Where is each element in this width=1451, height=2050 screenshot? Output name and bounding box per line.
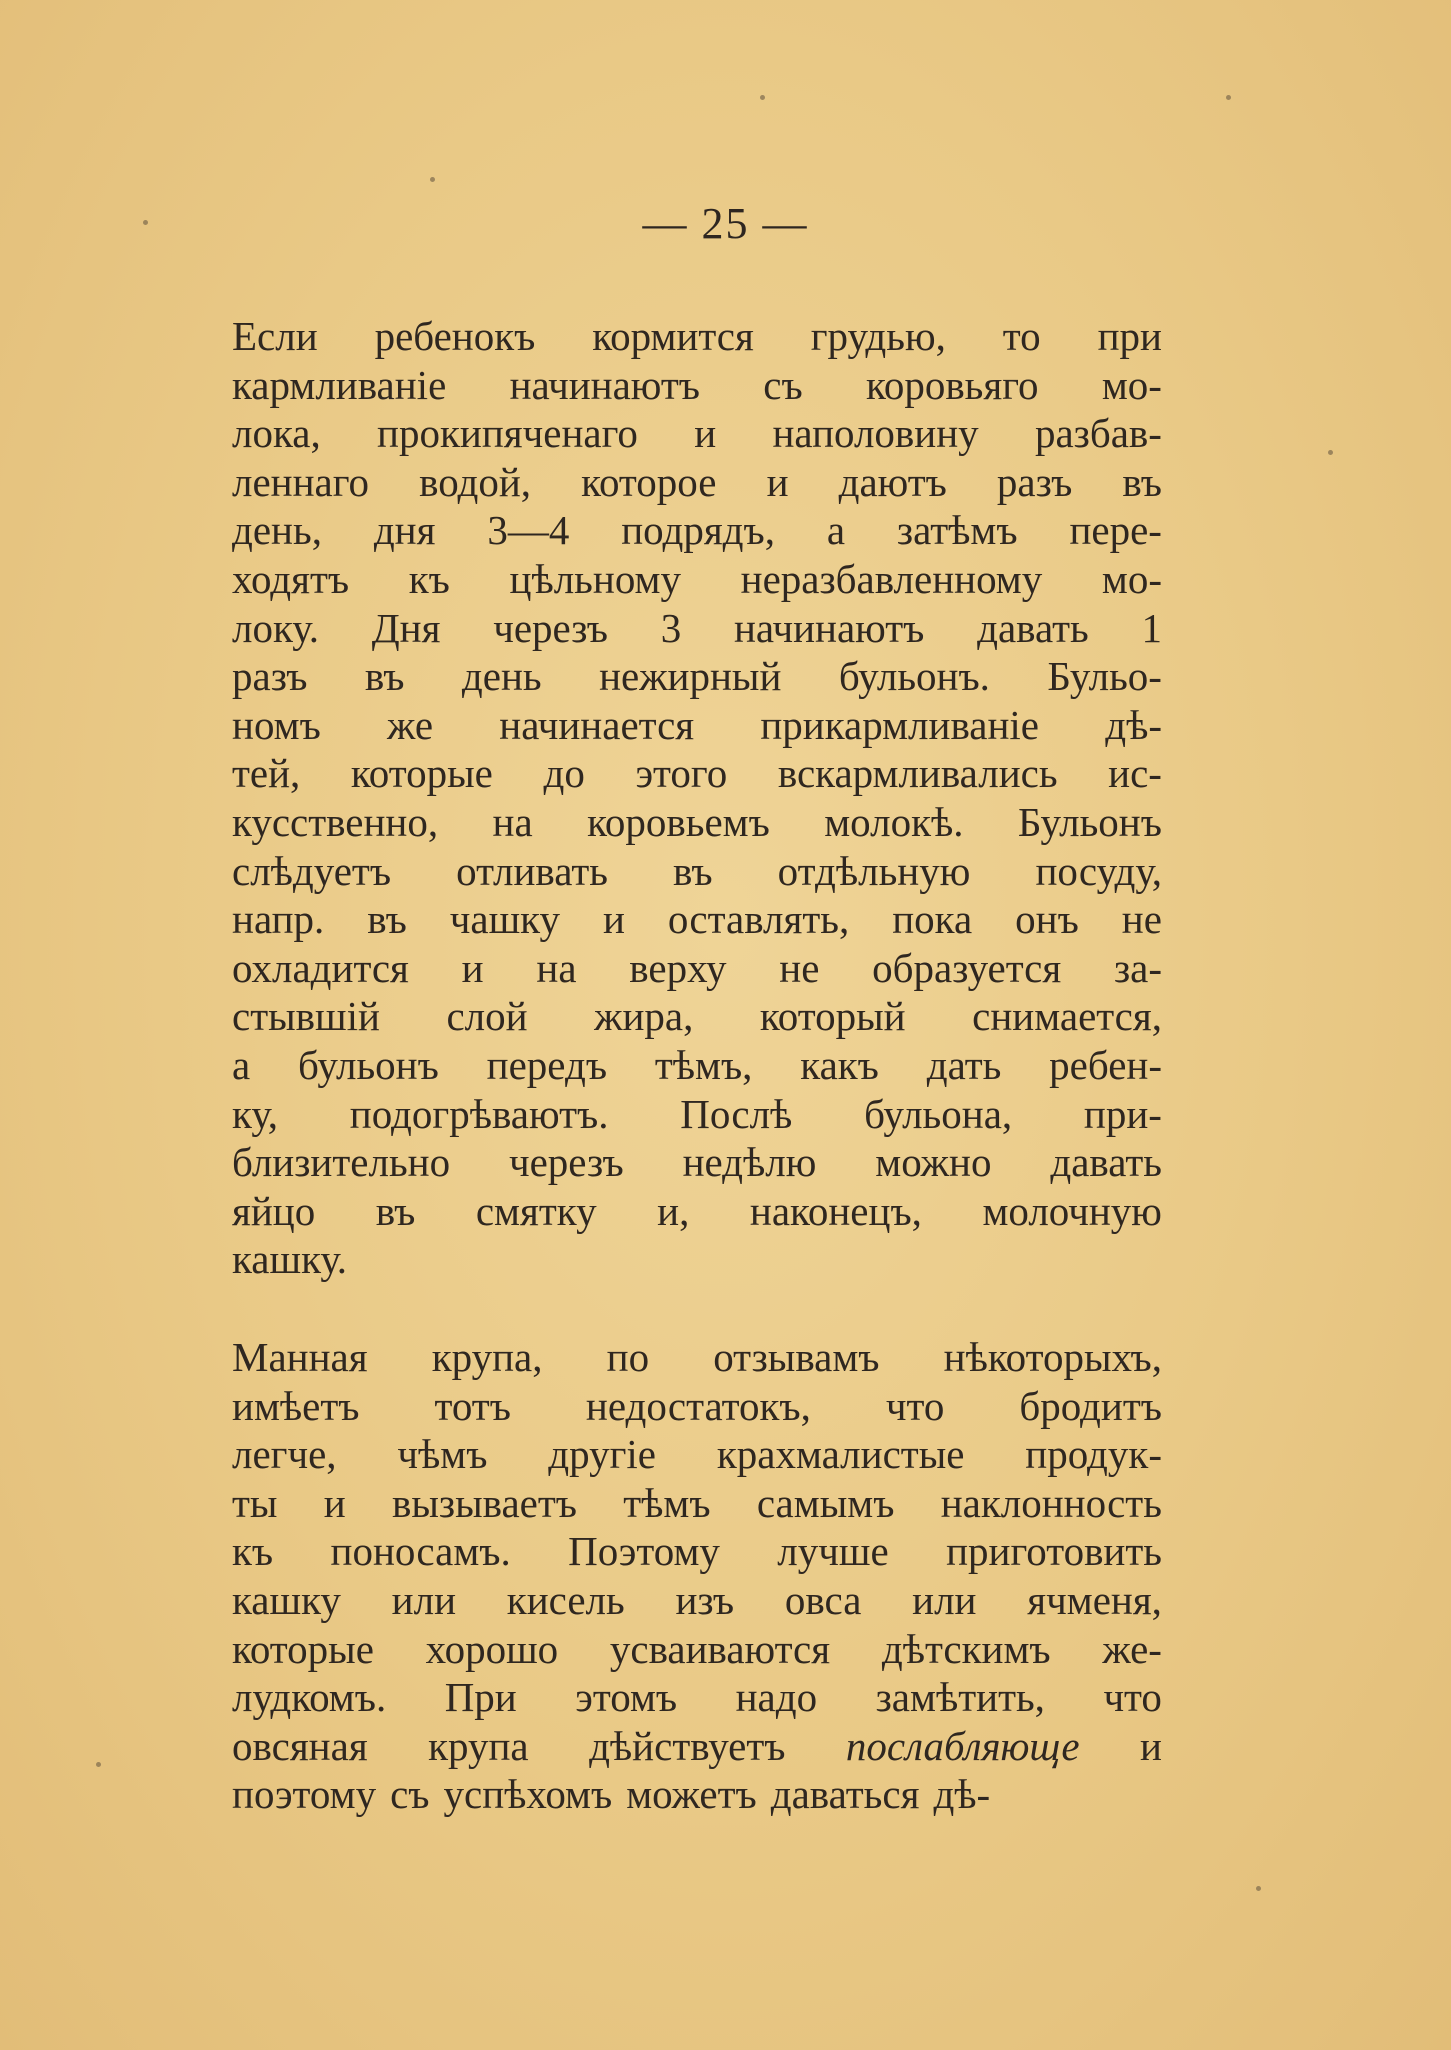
word: тѣмъ — [623, 1479, 711, 1526]
word: снимается, — [972, 993, 1162, 1040]
word: хорошо — [425, 1625, 559, 1672]
word: ребен- — [1049, 1041, 1162, 1088]
text-line — [232, 1479, 1162, 1528]
word: посуду, — [1035, 847, 1162, 894]
text-line — [232, 312, 1162, 361]
text-line — [232, 1430, 1162, 1479]
word: черезъ — [508, 1139, 624, 1186]
word: коровьяго — [865, 361, 1039, 408]
word: и — [602, 896, 625, 943]
word: въ — [367, 896, 407, 943]
word: тей, — [232, 750, 301, 797]
word: стывшій — [232, 993, 380, 1040]
word: наклонность — [940, 1479, 1162, 1526]
text-line — [232, 1090, 1162, 1139]
word: же- — [1102, 1625, 1162, 1672]
word: овсяная — [232, 1722, 368, 1769]
word: на — [536, 944, 577, 991]
word: наполовину — [772, 410, 979, 457]
paper-speck — [96, 1762, 101, 1767]
word: приготовить — [946, 1528, 1162, 1575]
word: чашку — [449, 896, 561, 943]
word: какъ — [800, 1041, 879, 1088]
word: дѣтскимъ — [881, 1625, 1051, 1672]
word: мо- — [1101, 555, 1162, 602]
word: кормится — [592, 313, 754, 359]
word: ребенокъ — [374, 313, 536, 359]
word: образуется — [872, 944, 1062, 991]
text-line — [232, 1576, 1162, 1625]
text-line — [232, 652, 1162, 701]
word: кармливаніе — [232, 361, 447, 408]
text-line — [232, 895, 1162, 944]
italic-word: послабляюще — [845, 1722, 1080, 1769]
word: охладится — [232, 944, 409, 991]
word: смятку — [475, 1187, 597, 1234]
word: черезъ — [493, 604, 608, 651]
text-line — [232, 847, 1162, 896]
word: и — [694, 410, 717, 457]
word: самымъ — [756, 1479, 895, 1526]
word: даваться — [770, 1771, 920, 1818]
text-line — [232, 458, 1162, 507]
word: ку, — [232, 1090, 278, 1137]
word: кашку — [232, 1576, 341, 1623]
word: не — [779, 944, 820, 991]
word: наконецъ, — [749, 1187, 922, 1234]
word: дать — [926, 1041, 1002, 1088]
word: дня — [373, 507, 436, 554]
word: можетъ — [626, 1771, 757, 1818]
word: затѣмъ — [896, 507, 1018, 554]
word: при- — [1083, 1090, 1162, 1137]
text-line — [232, 1722, 1162, 1771]
text-line — [232, 1333, 1162, 1382]
word: начинается — [499, 701, 695, 748]
word: легче, — [232, 1431, 337, 1478]
word: и — [766, 458, 789, 505]
word: усваиваются — [609, 1625, 831, 1672]
word: имѣетъ — [232, 1382, 360, 1429]
word: бульонъ. — [838, 653, 990, 700]
word: по — [606, 1334, 650, 1380]
word: тѣмъ, — [654, 1041, 753, 1088]
word: и — [1140, 1722, 1162, 1769]
word: недѣлю — [682, 1139, 817, 1186]
word: бульонъ — [298, 1041, 439, 1088]
word: разбав- — [1034, 410, 1162, 457]
word: надо — [735, 1674, 818, 1721]
word: яйцо — [232, 1187, 316, 1234]
word: лудкомъ. — [232, 1674, 387, 1721]
word: бульона, — [864, 1090, 1013, 1137]
text-line — [232, 409, 1162, 458]
word: Послѣ — [680, 1090, 793, 1137]
word: кусственно, — [232, 798, 439, 845]
text-line — [232, 944, 1162, 993]
word: лока, — [232, 410, 321, 457]
text-line — [232, 506, 1162, 555]
word: кашку. — [232, 1236, 348, 1283]
paper-speck — [1256, 1886, 1261, 1891]
text-line — [232, 798, 1162, 847]
word: слой — [446, 993, 528, 1040]
word: напр. — [232, 896, 325, 943]
word: Бульонъ — [1017, 798, 1162, 845]
word: которое — [581, 458, 717, 505]
word: съ — [390, 1771, 430, 1818]
word: дѣ- — [933, 1771, 991, 1818]
text-line — [232, 1041, 1162, 1090]
word: которые — [350, 750, 493, 797]
paper-speck — [430, 177, 435, 182]
word: въ — [673, 847, 713, 894]
word: Поэтому — [568, 1528, 720, 1575]
word: леннаго — [232, 458, 370, 505]
word: поэтому — [232, 1771, 377, 1818]
word: а — [232, 1041, 251, 1088]
paragraph-1 — [232, 312, 1162, 1284]
word: пере- — [1069, 507, 1162, 554]
word: замѣтить, — [875, 1674, 1045, 1721]
word: что — [885, 1382, 945, 1429]
word: дѣйствуетъ — [589, 1722, 786, 1769]
word: къ — [232, 1528, 274, 1575]
paper-speck — [760, 95, 765, 100]
word: номъ — [232, 701, 321, 748]
word: который — [759, 993, 906, 1040]
word: кисель — [506, 1576, 625, 1623]
word: слѣдуетъ — [232, 847, 392, 894]
word: на — [492, 798, 533, 845]
word: этого — [635, 750, 728, 797]
word: близительно — [232, 1139, 451, 1186]
word: Бульо- — [1047, 653, 1162, 700]
word: молочную — [982, 1187, 1162, 1234]
word: же — [387, 701, 434, 748]
word: и — [461, 944, 484, 991]
word: при — [1097, 313, 1162, 359]
paper-speck — [1328, 450, 1333, 455]
paper-speck — [143, 220, 148, 225]
word: можно — [875, 1139, 992, 1186]
word: бродитъ — [1019, 1382, 1162, 1429]
word: оставлять, — [667, 896, 850, 943]
word: При — [444, 1674, 517, 1721]
word: коровьемъ — [587, 798, 770, 845]
word: Если — [232, 313, 318, 359]
word: до — [543, 750, 585, 797]
word: водой, — [419, 458, 532, 505]
page-number: — 25 — — [642, 199, 809, 248]
word: изъ — [675, 1576, 735, 1623]
word: то — [1002, 313, 1041, 359]
word: въ — [364, 653, 405, 700]
word: грудью, — [810, 313, 946, 359]
word: онъ — [1015, 896, 1079, 943]
word: 1 — [1141, 604, 1162, 651]
word: лучше — [777, 1528, 889, 1575]
word: нѣкоторыхъ, — [943, 1334, 1162, 1380]
word: которые — [232, 1625, 374, 1672]
word: ты — [232, 1479, 278, 1526]
text-line — [232, 1138, 1162, 1187]
word: даютъ — [838, 458, 947, 505]
text-line — [232, 1235, 1162, 1284]
word: вызываетъ — [391, 1479, 577, 1526]
paragraph-2 — [232, 1333, 1162, 1819]
word: къ — [408, 555, 450, 602]
word: локу. — [232, 604, 319, 651]
paper-speck — [1226, 95, 1231, 100]
word: за- — [1113, 944, 1162, 991]
word: неразбавленному — [740, 555, 1043, 602]
word: Манная — [232, 1334, 368, 1380]
word: Дня — [371, 604, 441, 651]
word: овса — [784, 1576, 862, 1623]
word: а — [826, 507, 846, 554]
word: поносамъ. — [330, 1528, 511, 1575]
text-line — [232, 701, 1162, 750]
word: въ — [375, 1187, 416, 1234]
word: или — [912, 1576, 977, 1623]
word: разъ — [996, 458, 1073, 505]
text-line — [232, 749, 1162, 798]
word: день, — [232, 507, 322, 554]
word: или — [391, 1576, 457, 1623]
word: крахмалистые — [716, 1431, 965, 1478]
text-line — [232, 1625, 1162, 1674]
word: начинаютъ — [733, 604, 925, 651]
word: разъ — [232, 653, 308, 700]
text-line — [232, 361, 1162, 410]
word: съ — [763, 361, 803, 408]
word: молокѣ. — [824, 798, 964, 845]
word: и — [323, 1479, 346, 1526]
word: прикармливаніе — [760, 701, 1039, 748]
text-line — [232, 1382, 1162, 1431]
word: успѣхомъ — [443, 1771, 613, 1818]
word: и, — [657, 1187, 690, 1234]
word: отзывамъ — [713, 1334, 880, 1380]
word: ис- — [1108, 750, 1162, 797]
word: нежирный — [599, 653, 782, 700]
word: передъ — [486, 1041, 608, 1088]
word: прокипяченаго — [377, 410, 638, 457]
word: въ — [1122, 458, 1162, 505]
word: крупа — [428, 1722, 529, 1769]
word: цѣльному — [509, 555, 681, 602]
word: мо- — [1101, 361, 1162, 408]
word: другіе — [548, 1431, 656, 1478]
word: вскармливались — [777, 750, 1058, 797]
word: ячменя, — [1027, 1576, 1162, 1623]
word: подрядъ, — [621, 507, 775, 554]
word: дѣ- — [1105, 701, 1162, 748]
text-line — [232, 604, 1162, 653]
word: подогрѣваютъ. — [349, 1090, 609, 1137]
text-line — [232, 555, 1162, 604]
word: недостатокъ, — [585, 1382, 811, 1429]
word: отливать — [456, 847, 608, 894]
word: пока — [892, 896, 973, 943]
text-line — [232, 1527, 1162, 1576]
word: крупа, — [431, 1334, 543, 1380]
word: тотъ — [434, 1382, 511, 1429]
text-line — [232, 992, 1162, 1041]
word: 3—4 — [487, 507, 570, 554]
word: начинаютъ — [509, 361, 700, 408]
word: продук- — [1025, 1431, 1162, 1478]
text-line — [232, 1770, 1162, 1819]
word: давать — [977, 604, 1089, 651]
word: давать — [1050, 1139, 1162, 1186]
word: этомъ — [575, 1674, 678, 1721]
word: ходятъ — [232, 555, 350, 602]
text-line — [232, 1673, 1162, 1722]
word: отдѣльную — [777, 847, 971, 894]
word: 3 — [660, 604, 682, 651]
word: день — [461, 653, 542, 700]
word: жира, — [594, 993, 694, 1040]
word: не — [1121, 896, 1162, 943]
word: верху — [629, 944, 727, 991]
word: что — [1103, 1674, 1162, 1721]
word: чѣмъ — [397, 1431, 488, 1478]
text-line — [232, 1187, 1162, 1236]
